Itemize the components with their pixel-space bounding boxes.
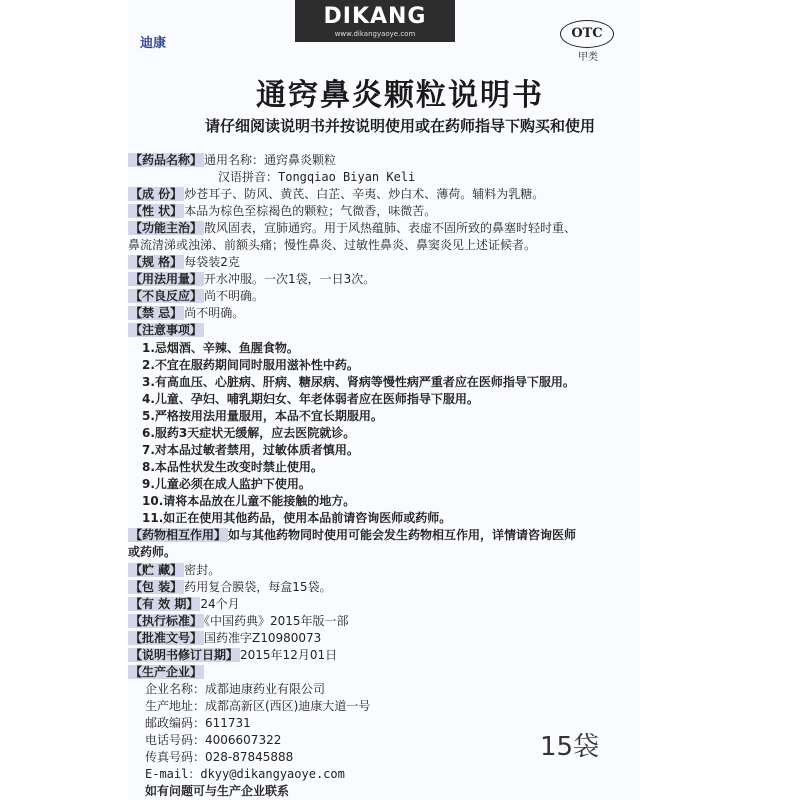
approval-text: 国药准字Z10980073 [204,631,322,645]
adverse-text: 尚不明确。 [204,289,265,303]
interactions-row [128,527,576,543]
character-text: 本品为棕色至棕褐色的颗粒；气微香，味微苦。 [184,204,437,218]
precaution-item: 9.儿童必须在成人监护下使用。 [142,477,311,491]
standard-text: 《中国药典》2015年版一部 [204,614,349,628]
ingredients-text: 炒苍耳子、防风、黄芪、白芷、辛夷、炒白术、薄荷。辅料为乳糖。 [184,187,545,201]
drug-name-row [128,152,336,168]
contact-note: 如有问题可与生产企业联系 [145,784,290,798]
precaution-item: 2.不宜在服药期间同时服用滋补性中药。 [142,358,359,372]
approval-row [128,630,321,646]
spec-text: 每袋装2克 [184,255,240,269]
package-text: 药用复合膜袋，每盒15袋。 [184,580,332,594]
contra-text: 尚不明确。 [184,306,245,320]
precaution-item: 11.如正在使用其他药品，使用本品前请咨询医师或药师。 [142,511,452,525]
adverse-row [128,288,264,304]
validity-label: 【有 效 期】 [130,597,199,611]
otc-badge: OTC [560,20,614,48]
company-address: 生产地址：成都高新区(西区)迪康大道一号 [145,699,371,713]
validity-row [128,596,240,612]
storage-row [128,562,220,578]
otc-class: 甲类 [578,52,598,63]
spec-label: 【规 格】 [130,255,183,269]
spec-row [128,254,240,270]
contra-row [128,305,244,321]
precaution-item: 8.本品性状发生改变时禁止使用。 [142,460,323,474]
storage-text: 密封。 [184,563,221,577]
package-quantity: 15袋 [540,732,600,762]
manufacturer-heading: 【生产企业】 [130,665,203,679]
ingredients-row [128,186,544,202]
standard-label: 【执行标准】 [130,614,203,628]
standard-row [128,613,349,629]
drug-name-label: 【药品名称】 [130,153,203,167]
revision-label: 【说明书修订日期】 [130,648,239,662]
package-row [128,579,331,595]
brand-name: DIKANG [323,4,427,29]
usage-text: 开水冲服。一次1袋，一日3次。 [204,272,376,286]
ingredients-label: 【成 份】 [130,187,183,201]
precautions-heading: 【注意事项】 [130,323,203,337]
precaution-item: 10.请将本品放在儿童不能接触的地方。 [142,494,356,508]
character-row [128,203,436,219]
email-address: E-mail：dkyy@dikangyaoye.com [145,767,345,781]
adverse-label: 【不良反应】 [130,289,203,303]
validity-text: 24个月 [200,597,240,611]
phone-number: 电话号码：4006607322 [145,733,282,747]
document-title: 通窍鼻炎颗粒说明书 [256,78,544,113]
approval-label: 【批准文号】 [130,631,203,645]
character-label: 【性 状】 [130,204,183,218]
fax-number: 传真号码：028-87845888 [145,750,294,764]
precaution-item: 5.严格按用法用量服用，本品不宜长期服用。 [142,409,383,423]
indications-text-1: 散风固表，宣肺通窍。用于风热蕴肺、表虚不固所致的鼻塞时轻时重、 [204,221,577,235]
package-label: 【包 装】 [130,580,183,594]
brand-url: www.dikangyaoye.com [334,30,416,38]
indications-text-2: 鼻流清涕或浊涕、前额头痛；慢性鼻炎、过敏性鼻炎、鼻窦炎见上述证候者。 [128,238,537,252]
usage-row [128,271,375,287]
precaution-item: 6.服药3天症状无缓解，应去医院就诊。 [142,426,356,440]
indications-label: 【功能主治】 [130,221,203,235]
usage-label: 【用法用量】 [130,272,203,286]
company-name: 企业名称：成都迪康药业有限公司 [145,682,326,696]
contra-label: 【禁 忌】 [130,306,183,320]
indications-row [128,220,576,236]
precaution-item: 3.有高血压、心脏病、肝病、糖尿病、肾病等慢性病严重者应在医师指导下服用。 [142,375,575,389]
precaution-item: 7.对本品过敏者禁用，过敏体质者慎用。 [142,443,359,457]
postcode: 邮政编码：611731 [145,716,251,730]
corner-logo: 迪康 [140,36,167,51]
interactions-text-1: 如与其他药物同时使用可能会发生药物相互作用，详情请咨询医师 [228,528,577,542]
precaution-item: 4.儿童、孕妇、哺乳期妇女、年老体弱者应在医师指导下服用。 [142,392,479,406]
reading-notice: 请仔细阅读说明书并按说明使用或在药师指导下购买和使用 [204,117,595,135]
interactions-label: 【药物相互作用】 [130,528,227,542]
brand-banner [295,0,455,42]
revision-text: 2015年12月01日 [240,648,338,662]
pinyin-name: 汉语拼音：Tongqiao Biyan Keli [218,170,416,184]
precaution-item: 1.忌烟酒、辛辣、鱼腥食物。 [142,341,299,355]
generic-name: 通用名称：通窍鼻炎颗粒 [204,153,337,167]
storage-label: 【贮 藏】 [130,563,183,577]
interactions-text-2: 或药师。 [128,545,177,559]
revision-row [128,647,337,663]
